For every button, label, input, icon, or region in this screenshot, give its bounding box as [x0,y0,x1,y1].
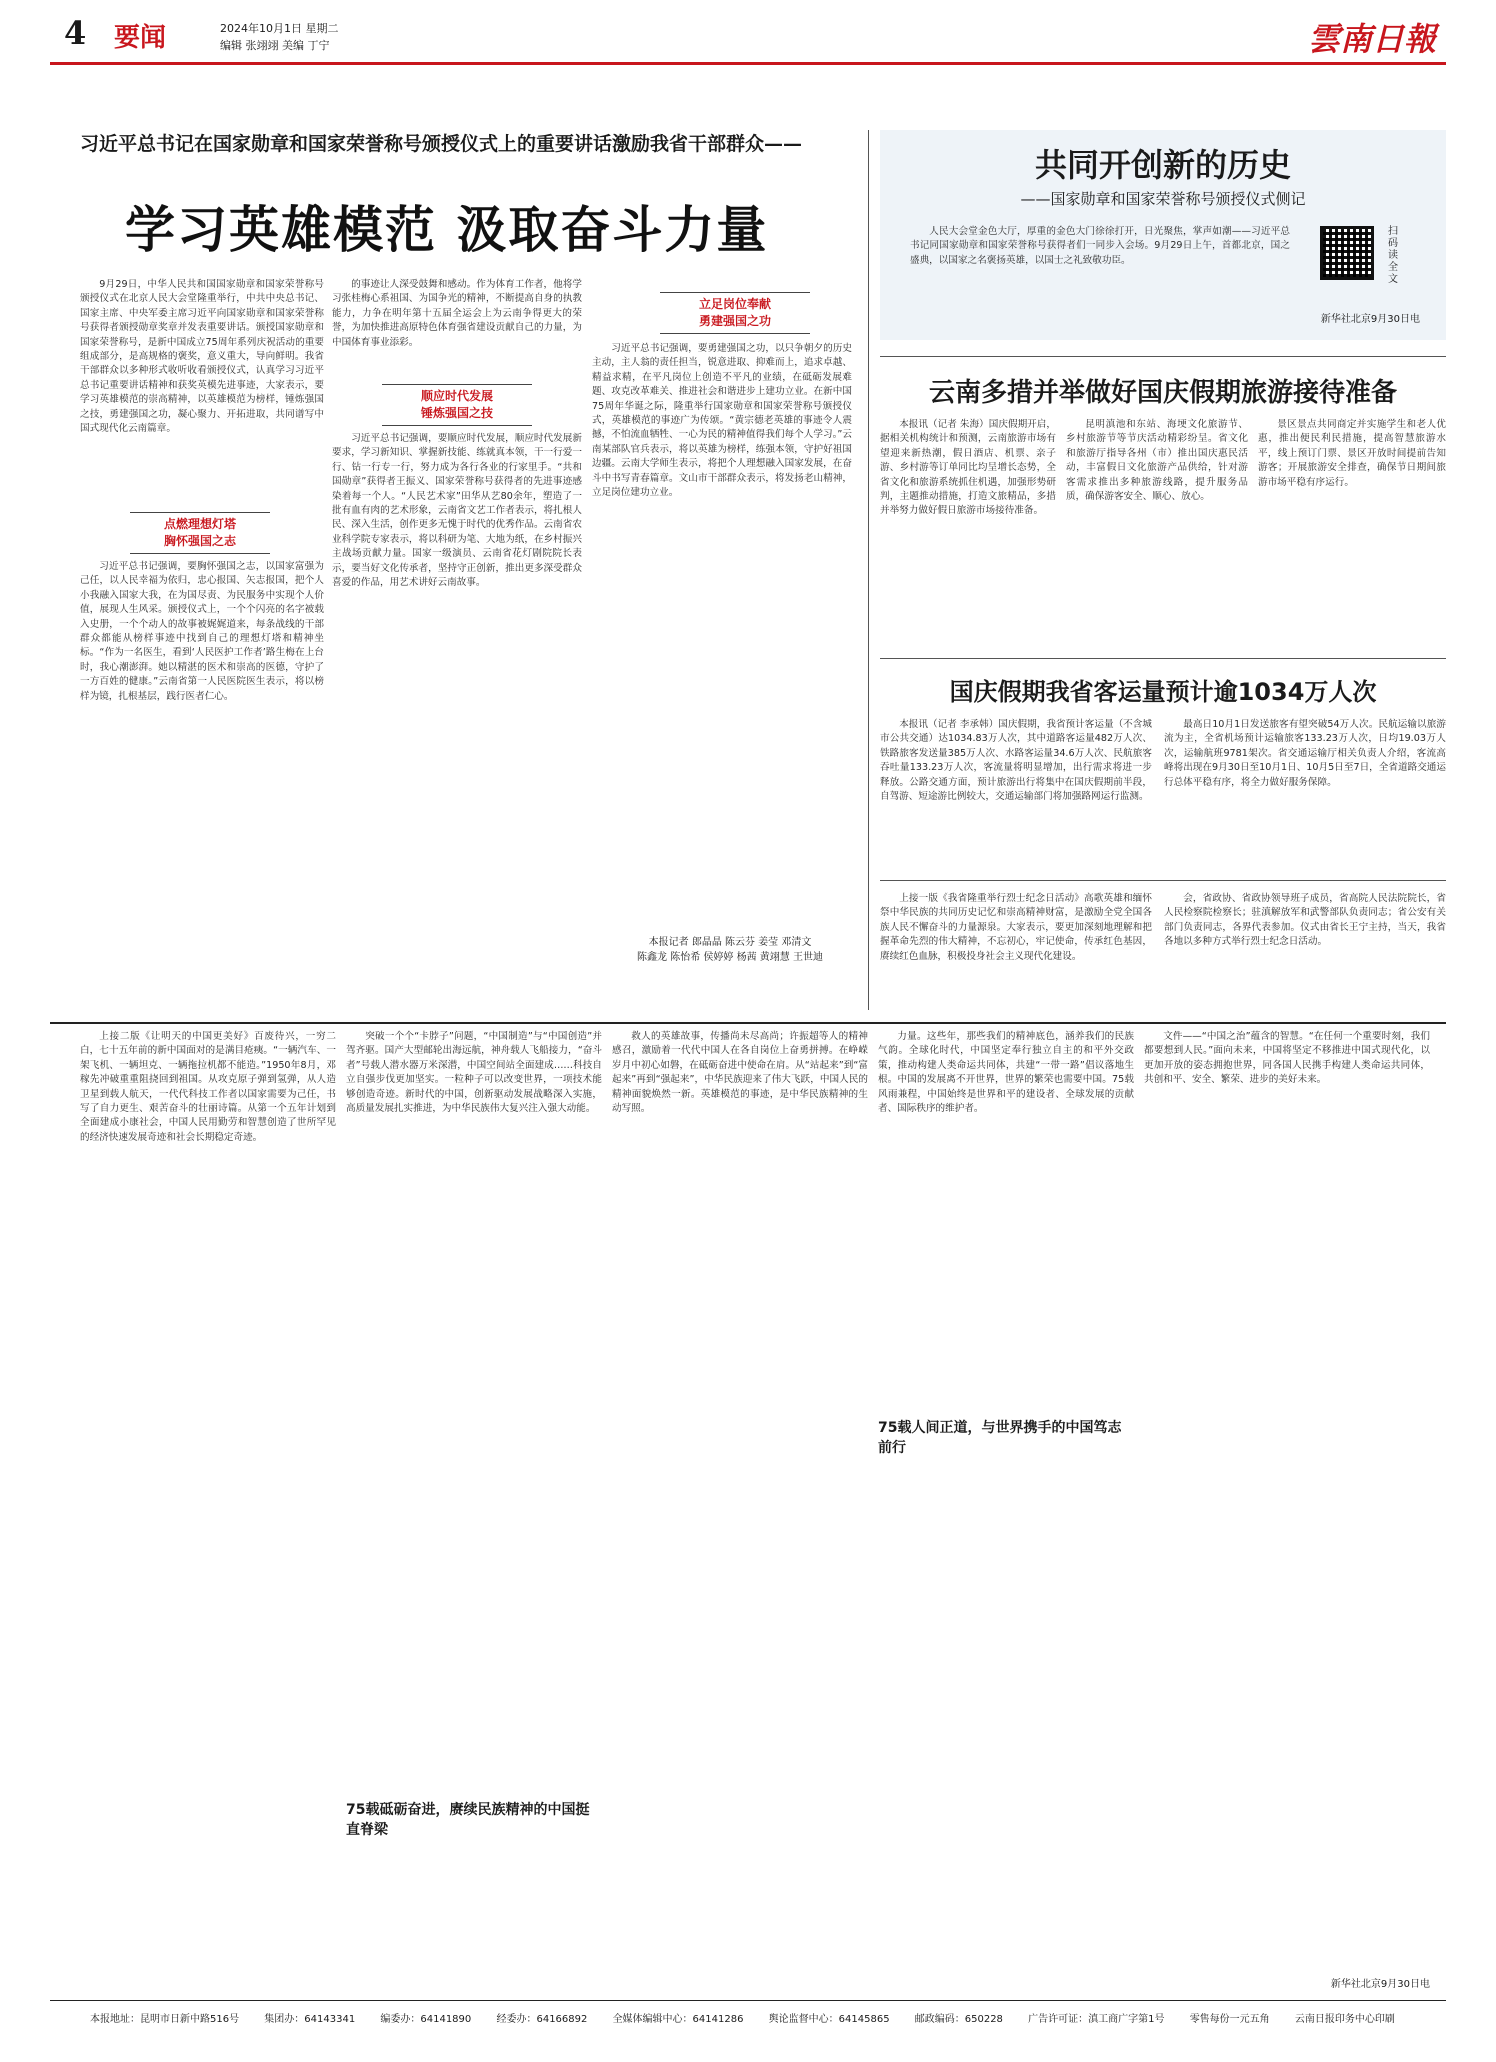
article4-col1: 上接一版《我省隆重举行烈士纪念日活动》高歌英雄和缅怀祭中华民族的共同历史记忆和崇高精神财富，是激励全党全国各族人民不懈奋斗的力量源泉。大家表示，要更加深刻地理解和把握革命先烈的伟大精神，不忘初心，牢记使命，传承红色基因，赓续红色血脉，积极投身社会主义现代化建设。 [880,893,1152,962]
issue-editors: 编辑 张翊翊 美编 丁宁 [220,39,330,52]
issue-date: 2024年10月1日 星期二 [220,22,339,35]
bottom-col5: 文件——“中国之治”蕴含的智慧。“在任何一个重要时刻，我们都要想到人民。”面向未来，中国将坚定不移推进中国式现代化，以更加开放的姿态拥抱世界，同各国人民携手构建人类命运共同体，共创和平、安全、繁荣、进步的美好未来。 [1144,1031,1430,1086]
footer-ad-license: 广告许可证：滇工商广字第1号 [1028,2014,1165,2025]
feature-intro: 人民大会堂金色大厅，厚重的金色大门徐徐打开，日光聚焦，掌声如潮——习近平总书记同国家勋章和国家荣誉称号获得者们一同步入会场。9月29日上午，首都北京，国之盛典，以国家之名褒扬英雄，以国士之礼致敬功臣。 [910,226,1290,266]
footer-postcode: 邮政编码：650228 [914,2014,1003,2025]
article3-col1: 本报讯（记者 李承韩）国庆假期，我省预计客运量（不含城市公共交通）达1034.83万人次，其中道路客运量482万人次、铁路旅客发送量385万人次、水路客运量34.6万人次、民航旅客吞吐量133.23万人次，客流量将明显增加，出行需求将进一步释放。公路交通方面，预计旅游出行将集中在国庆假期前半段，自驾游、短途游比例较大，交通运输部门将加强路网运行监测。 [880,719,1152,803]
qr-code[interactable] [1320,226,1374,280]
qr-caption: 扫码读全文 [1388,226,1398,285]
section-divider [50,1022,1446,1024]
bottom-source: 新华社北京9月30日电 [1330,1979,1430,1990]
lead-kicker: 习近平总书记在国家勋章和国家荣誉称号颁授仪式上的重要讲话激励我省干部群众—— [80,133,803,155]
lead-right-divider [868,130,869,1010]
article2-col3: 景区景点共同商定并实施学生和老人优惠，推出便民利民措施，提高智慧旅游水平，线上预订门票、景区开放时间提前告知游客；开展旅游安全排查，确保节日期间旅游市场平稳有序运行。 [1258,419,1446,488]
feature-source: 新华社北京9月30日电 [1320,314,1420,325]
lead-col2b-text: 习近平总书记强调，要顺应时代发展，顺应时代发展新要求，学习新知识、掌握新技能、练就真本领，干一行爱一行、钻一行专一行，努力成为各行各业的行家里手。“共和国勋章”获得者王振义、国家荣誉称号获得者的先进事迹感染着每一个人。“人民艺术家”田华从艺80余年，塑造了一批有血有肉的艺术形象，云南省文艺工作者表示，将扎根人民、深入生活，创作更多无愧于时代的优秀作品。云南省农业科学院专家表示，将以科研为笔、大地为纸，在乡村振兴主战场贡献力量。国家一级演员、云南省花灯剧院院长表示，要当好文化传承者，坚持守正创新，推出更多深受群众喜爱的作品，用艺术讲好云南故事。 [332,433,582,589]
sidebar-feature-box [880,130,1446,340]
article3-title: 国庆假期我省客运量预计逾1034万人次 [949,678,1377,706]
lead-sub1: 点燃理想灯塔 胸怀强国之志 [130,512,270,554]
footer-printer: 云南日报印务中心印刷 [1294,2014,1395,2025]
bottom-col1: 上接二版《让明天的中国更美好》百废待兴，一穷二白，七十五年前的新中国面对的是满目疮痍。“一辆汽车、一架飞机、一辆坦克、一辆拖拉机都不能造。”1950年8月，邓稼先冲破重重阻挠回到祖国。从攻克原子弹到氢弹，从人造卫星到载人航天，一代代科技工作者以国家需要为己任，书写了自力更生、艰苦奋斗的壮丽诗篇。从第一个五年计划到全面建成小康社会，中国人民用勤劳和智慧创造了世所罕见的经济快速发展奇迹和社会长期稳定奇迹。 [80,1031,336,1143]
article2-col1: 本报讯（记者 朱海）国庆假期开启，据相关机构统计和预测，云南旅游市场有望迎来新热潮，假日酒店、机票、亲子游、乡村游等订单同比均呈增长态势，全省文化和旅游系统抓住机遇，加强形势研判，主题推动措施，打造文旅精品，多措并举努力做好假日旅游市场接待准备。 [880,419,1056,517]
footer-rule [50,2000,1446,2001]
article2-title: 云南多措并举做好国庆假期旅游接待准备 [928,378,1397,408]
lead-sub3: 立足岗位奉献 勇建强国之功 [660,292,810,334]
article4-col2: 会，省政协、省政协领导班子成员，省高院人民法院院长，省人民检察院检察长；驻滇解放军和武警部队负责同志；省公安有关部门负责同志，各界代表参加。仪式由省长王宁主持，当天，我省各地以多种方式举行烈士纪念日活动。 [1164,893,1446,948]
footer-editorial-office: 编委办：64141890 [380,2014,472,2025]
lead-sub2: 顺应时代发展 锤炼强国之技 [382,384,532,426]
bottom-col2: 突破一个个“卡脖子”问题，“中国制造”与“中国创造”并驾齐驱。国产大型邮轮出海远航，神舟载人飞船接力，“奋斗者”号载人潜水器万米深潜，中国空间站全面建成……科技自立自强步伐更加坚实。一粒种子可以改变世界，一项技术能够创造奇迹。新时代的中国，创新驱动发展战略深入实施，高质量发展扎实推进，为中华民族伟大复兴注入强大动能。 [346,1031,602,1115]
footer-supervision-center: 舆论监督中心：64145865 [768,2014,890,2025]
lead-col1-text: 9月29日，中华人民共和国国家勋章和国家荣誉称号颁授仪式在北京人民大会堂隆重举行，中共中央总书记、国家主席、中央军委主席习近平向国家勋章和国家荣誉称号获得者颁授勋章奖章并发表重要讲话。颁授国家勋章和国家荣誉称号，是新中国成立75周年系列庆祝活动的重要组成部分，是高规格的褒奖，意义重大，导向鲜明。我省干部群众以多种形式收听收看颁授仪式，认真学习习近平总书记重要讲话精神和获奖英模先进事迹，大家表示，要学习英雄模范的崇高精神，以英雄模范为榜样，锤炼强国之技，勇建强国之功，凝心聚力、开拓进取，共同谱写中国式现代化云南篇章。 [80,279,324,435]
header-rule [50,62,1446,65]
article3-top-rule [880,658,1446,659]
article2-col2: 昆明滇池和东站、海埂文化旅游节、乡村旅游节等节庆活动精彩纷呈。省文化和旅游厅指导各州（市）推出国庆惠民活动，丰富假日文化旅游产品供给，针对游客需求推出多种旅游线路，提升服务品质，确保游客安全、顺心、放心。 [1066,419,1248,503]
footer-price: 零售每份一元五角 [1189,2014,1270,2025]
article2-top-rule [880,356,1446,357]
lead-title: 学习英雄模范 汲取奋斗力量 [125,201,769,259]
page-number: 4 [64,14,87,52]
footer-address: 本报地址：昆明市日新中路516号 [90,2014,240,2025]
footer-media-center: 全媒体编辑中心：64141286 [612,2014,744,2025]
lead-col2-text: 的事迹让人深受鼓舞和感动。作为体育工作者，他将学习张桂梅心系祖国、为国争光的精神，不断提高自身的执教能力，力争在明年第十五届全运会上为云南争得更大的荣誉，为加快推进高原特色体育强省建设贡献自己的力量，为中国体育事业添彩。 [332,279,582,348]
bottom-col3: 救人的英雄故事，传播尚未尽高尚；许振超等人的精神感召，激励着一代代中国人在各自岗位上奋勇拼搏。在峥嵘岁月中初心如磐，在砥砺奋进中使命在肩。从“站起来”到“富起来”再到“强起来”，中华民族迎来了伟大飞跃，中国人民的精神面貌焕然一新。英雄模范的事迹，是中华民族精神的生动写照。 [612,1031,868,1115]
lead-col1b-text: 习近平总书记强调，要胸怀强国之志，以国家富强为己任，以人民幸福为依归，忠心报国、矢志报国，把个人小我融入国家大我，在为国尽责、为民服务中实现个人价值，展现人生风采。颁授仪式上，一个个闪亮的名字被载入史册，一个个动人的故事被娓娓道来，每条战线的干部群众都能从榜样事迹中找到自己的理想灯塔和精神坐标。“作为一名医生，看到‘人民医护工作者’路生梅在上台时，我心潮澎湃。她以精湛的医术和崇高的医德，守护了一方百姓的健康。”云南省第一人民医院医生表示，将以榜样为镜，扎根基层，践行医者仁心。 [80,561,324,702]
feature-title: 共同开创新的历史 [1034,146,1291,184]
section-label: 要闻 [114,23,167,53]
lead-authors: 本报记者 郎晶晶 陈云芬 姜莹 邓清文 陈鑫龙 陈怡希 侯婷婷 杨茜 黄翊慧 王世迪 [637,937,823,963]
newspaper-logo: 雲南日報 [1307,20,1436,58]
page-header [50,14,1446,60]
bottom-title-b: 75载人间正道，与世界携手的中国笃志前行 [878,1420,1122,1456]
lead-col3-text: 习近平总书记强调，要勇建强国之功，以只争朝夕的历史主动，主人翁的责任担当，锐意进取、抑难而上，追求卓越、精益求精，在平凡岗位上创造不平凡的业绩，在砥砺发展难题、攻克改革难关、推进社会和谐进步上建功立业。在新中国75周年华诞之际，隆重举行国家勋章和国家荣誉称号颁授仪式，英雄模范的事迹广为传颂。“黄宗德老英雄的事迹令人震撼，不怕流血牺牲、一心为民的精神值得我们每个人学习。”云南某部队官兵表示，将以英雄为榜样，练强本领，守护好祖国边疆。云南大学师生表示，将把个人理想融入国家发展，在奋斗中书写青春篇章。文山市干部群众表示，将发扬老山精神，立足岗位建功立业。 [592,343,852,499]
bottom-title-a: 75载砥砺奋进，赓续民族精神的中国挺直脊梁 [346,1802,590,1838]
footer-group-office: 集团办：64143341 [264,2014,356,2025]
feature-subtitle: ——国家勋章和国家荣誉称号颁授仪式侧记 [1020,190,1306,208]
bottom-col4: 力量。这些年，那些我们的精神底色，涵养我们的民族气韵。全球化时代，中国坚定奉行独立自主的和平外交政策，推动构建人类命运共同体，共建“一带一路”倡议落地生根。中国的发展离不开世界，世界的繁荣也需要中国。75载风雨兼程，中国始终是世界和平的建设者、全球发展的贡献者、国际秩序的维护者。 [878,1031,1134,1115]
footer-business-office: 经委办：64166892 [496,2014,588,2025]
footer-bar [90,2010,1446,2025]
article4-top-rule [880,880,1446,881]
article3-col2: 最高日10月1日发送旅客有望突破54万人次。民航运输以旅游流为主，全省机场预计运输旅客133.23万人次，日均19.03万人次，运输航班9781架次。省交通运输厅相关负责人介绍，客流高峰将出现在9月30日至10月1日、10月5日至7日，全省道路交通运行总体平稳有序，将全力做好服务保障。 [1164,719,1446,788]
